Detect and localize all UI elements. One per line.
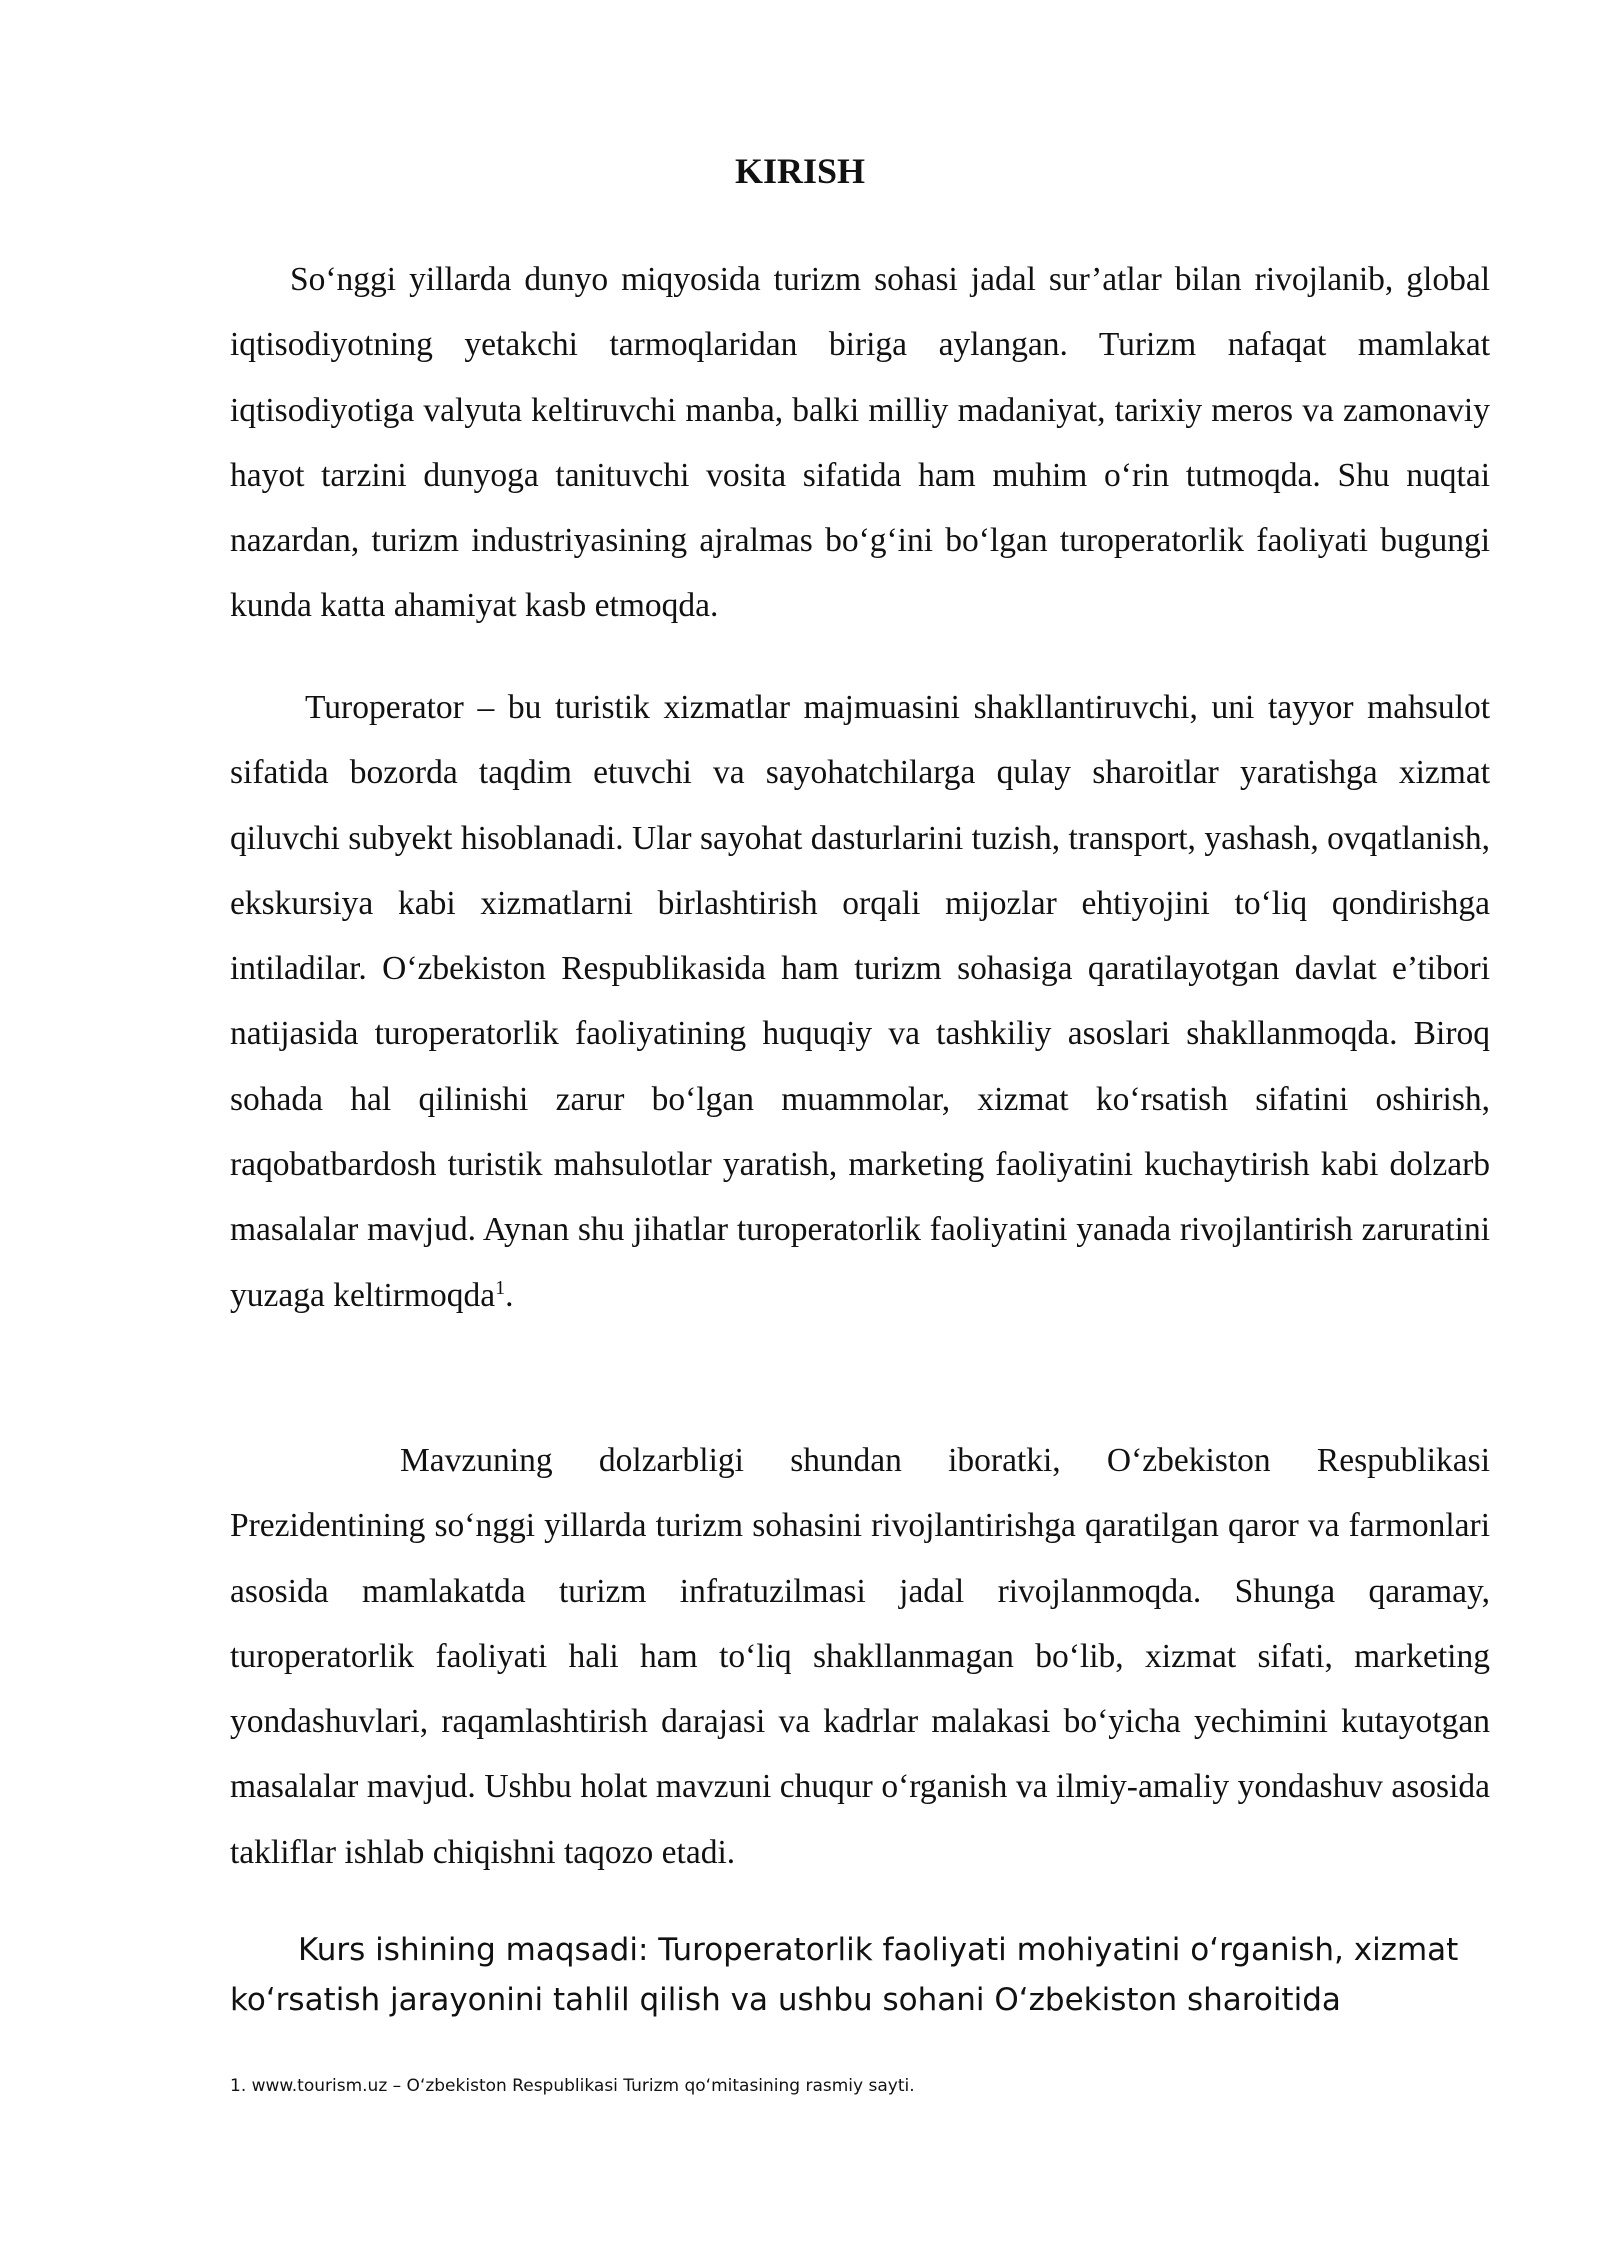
relevance-paragraph: Mavzuning dolzarbligi shundan iboratki, O‘zbekiston Respublikasi Prezidentining so‘nggi yillarda turizm sohasini rivojlantirishga qaratilgan qaror va farmonlari asosida mamlakatda turizm infratuzilmasi jadal rivojlanmoqda. Shunga qaramay, turoperatorlik faoliyati hali ham to‘liq shakllanmagan bo‘lib, xizmat sifati, marketing yondashuvlari, raqamlashtirish darajasi va kadrlar malakasi bo‘yicha yechimini kutayotgan masalalar mavjud. Ushbu holat mavzuni chuqur o‘rganish va ilmiy-amaliy yondashuv asosida takliflar ishlab chiqishni taqozo etadi. — [230, 1442, 1490, 1871]
footnote-marker[interactable]: 1 — [495, 1276, 506, 1299]
paragraph-2-text: Turoperator – bu turistik xizmatlar majmuasini shakllantiruvchi, uni tayyor mahsulot sifatida bozorda taqdim etuvchi va sayohatchilarga qulay sharoitlar yaratishga xizmat qiluvchi subyekt hisoblanadi. Ular sayohat dasturlarini tuzish, transport, yashash, ovqatlanish, ekskursiya kabi xizmatlarni birlashtirish orqali mijozlar ehtiyojini to‘liq qondirishga intiladilar. O‘zbekiston Respublikasida ham turizm sohasiga qaratilayotgan davlat e’tibori natijasida turoperatorlik faoliyatining huquqiy va tashkiliy asoslari shakllanmoqda. Biroq sohada hal qilinishi zarur bo‘lgan muammolar, xizmat ko‘rsatish sifatini oshirish, raqobatbardosh turistik mahsulotlar yaratish, marketing faoliyatini kuchaytirish kabi dolzarb masalalar mavjud. Aynan shu jihatlar turoperatorlik faoliyatini yanada rivojlantirish zaruratini yuzaga keltirmoqda — [230, 689, 1490, 1314]
intro-paragraph-2 — [230, 675, 1490, 1328]
goal-paragraph: Kurs ishining maqsadi: Turoperatorlik faoliyati mohiyatini oʻrganish, xizmat koʻrsatish jarayonini tahlil qilish va ushbu sohani Oʻzbekiston sharoitida — [230, 1932, 1459, 2018]
footnote: 1. www.tourism.uz – Oʻzbekiston Respublikasi Turizm qoʻmitasining rasmiy sayti. — [230, 2076, 915, 2096]
paragraph-2-end: . — [505, 1276, 514, 1314]
page-heading: KIRISH — [734, 151, 866, 191]
intro-paragraph-1: So‘nggi yillarda dunyo miqyosida turizm sohasi jadal sur’atlar bilan rivojlanib, global iqtisodiyotning yetakchi tarmoqlaridan biriga aylangan. Turizm nafaqat mamlakat iqtisodiyotiga valyuta keltiruvchi manba, balki milliy madaniyat, tarixiy meros va zamonaviy hayot tarzini dunyoga tanituvchi vosita sifatida ham muhim o‘rin tutmoqda. Shu nuqtai nazardan, turizm industriyasining ajralmas bo‘g‘ini bo‘lgan turoperatorlik faoliyati bugungi kunda katta ahamiyat kasb etmoqda. — [230, 261, 1490, 625]
